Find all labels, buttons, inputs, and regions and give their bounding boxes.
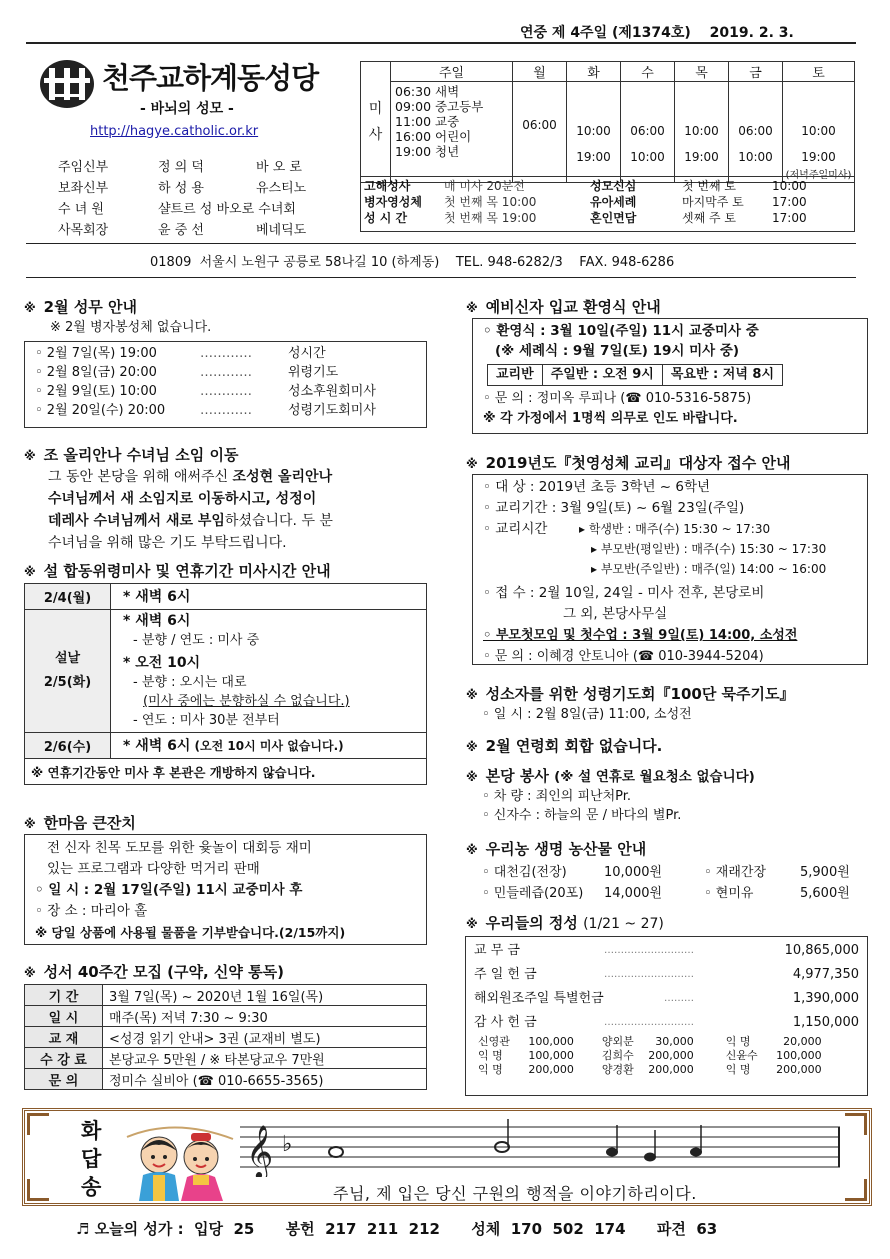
section-title: ※ 성소자를 위한 성령기도회『100단 묵주기도』: [466, 685, 795, 703]
schedule-row: ◦ 2월 20일(수) 20:00 ………… 성령기도회미사: [35, 403, 376, 418]
hymn-entrance-label: 입당: [194, 1220, 224, 1238]
staff-role: 사목회장: [58, 223, 109, 238]
section-title: ※ 한마음 큰잔치: [24, 814, 136, 832]
staff-baptismal: 유스티노: [256, 181, 307, 196]
schedule-row: ◦ 2월 9일(토) 10:00 ………… 성소후원회미사: [35, 384, 376, 399]
holiday-footer-row: ※ 연휴기간동안 미사 후 본관은 개방하지 않습니다.: [25, 759, 427, 785]
staff-row: [58, 155, 306, 176]
offering-row: 교 무 금 ……………………… 10,865,000: [474, 943, 859, 958]
s1-note: ※ 2월 병자봉성체 없습니다.: [50, 320, 212, 335]
offerings-box: [465, 936, 868, 1096]
wednesday-masses: 06:00 10:00: [621, 82, 675, 183]
parish-name: 천주교하계동성당: [102, 61, 319, 95]
issue-number: 연중 제 4주일 (제1374호): [520, 25, 691, 41]
section-title: ※ 2월 성무 안내: [24, 298, 138, 316]
children-hanbok-icon: [125, 1117, 235, 1205]
s6-box: ◦ 환영식 : 3월 10일(주일) 11시 교중미사 중 (※ 세례식 : 9월 7일(토) 19시 미사 중) 교리반 주일반 : 오전 9시 목요반 : 저녁 8시 ◦ 문 의 : 정미옥 루피나 (☎ 010-5316-5875) ※ 각 가정에서 1명씩 의무로 인도 바랍니다.: [472, 318, 868, 434]
holiday-mass-table: [24, 583, 427, 785]
section-title: ※ 2019년도『첫영성체 교리』대상자 접수 안내: [466, 454, 791, 472]
produce-row: ◦ 민들레즙(20포) 14,000원 ◦ 현미유 5,600원: [482, 886, 850, 901]
staff-row: [58, 176, 306, 197]
staff-name: 정 의 덕: [158, 160, 204, 175]
parish-logo-icon: [38, 58, 96, 114]
day-header: 월: [513, 62, 567, 82]
s1-schedule-box: [24, 341, 427, 428]
hymns-line: [76, 1218, 717, 1239]
mass-schedule-table: [360, 61, 855, 183]
address-line: 01809 서울시 노원구 공릉로 58나길 10 (하계동) TEL. 948-6282/3 FAX. 948-6286: [150, 255, 675, 270]
services-box: [360, 176, 855, 232]
s8-detail: ◦ 일 시 : 2월 8일(금) 11:00, 소성전: [482, 707, 692, 722]
schedule-row: ◦ 2월 7일(목) 19:00 ………… 성시간: [35, 346, 326, 361]
day-header: 주일: [391, 62, 513, 82]
donor-row: 익 명 200,000 양경환 200,000 익 명 200,000: [478, 1063, 822, 1076]
staff-role: 주임신부: [58, 160, 109, 175]
section-title: ※ 조 올리안나 수녀님 소임 이동: [24, 446, 239, 464]
schedule-row: ◦ 2월 8일(금) 20:00 ………… 위령기도: [35, 365, 339, 380]
section-title: ※ 본당 봉사 (※ 설 연휴로 월요청소 없습니다): [466, 767, 755, 785]
holiday-row: 2/4(월) * 새벽 6시: [25, 584, 427, 610]
staff-baptismal: 베네딕도: [256, 223, 307, 238]
issue-info: [520, 22, 794, 42]
service-row: 성 시 간 첫 번째 목 19:00 혼인면담 셋째 주 토 17:00: [364, 211, 807, 225]
psalm-label: 화 답 송: [81, 1118, 102, 1199]
hymn-entrance: 25: [233, 1220, 255, 1238]
catechism-classes: 교리반 주일반 : 오전 9시 목요반 : 저녁 8시: [487, 364, 783, 386]
address-rule-top: [26, 243, 856, 244]
section-title: ※ 성서 40주간 모집 (구약, 신약 통독): [24, 963, 284, 981]
s4-box: 전 신자 친목 도모를 위한 윷놀이 대회등 재미 있는 프로그램과 다양한 먹거리 판매 ◦ 일 시 : 2월 17일(주일) 11시 교중미사 후 ◦ 장 소 : 마리아 홀 ※ 당일 상품에 사용될 물품을 기부받습니다.(2/15까지): [24, 834, 427, 945]
s7-box: ◦ 대 상 : 2019년 초등 3학년 ~ 6학년 ◦ 교리기간 : 3월 9일(토) ~ 6월 23일(주일) ◦ 교리시간 ▸ 학생반 : 매주(수) 15:30 ~ 17:30 ▸ 부모반(평일반) : 매주(수) 15:30 ~ 17:30 ▸ 부모반(주일반) : 매주(일) 14:00 ~ 16:00 ◦ 접 수 : 2월 10일, 24일 - 미사 전후, 본당로비 그 외, 본당사무실 ◦ 부모첫모임 및 첫수업 : 3월 9일(토) 14:00, 소성전 ◦ 문 의 : 이혜경 안토니아 (☎ 010-3944-5204): [472, 474, 868, 665]
bible-row: 수 강 료 본당교우 5만원 / ※ 타본당교우 7만원: [25, 1048, 427, 1069]
donor-row: 익 명 100,000 김희수 200,000 신윤수 100,000: [478, 1049, 822, 1062]
parish-url-link[interactable]: http://hagye.catholic.or.kr: [90, 124, 259, 139]
corner-ornament-icon: [27, 1113, 49, 1135]
service-row: 고해성사 매 미사 20분전 성모신심 첫 번째 토 10:00: [364, 179, 807, 193]
hymns-label: ♬ 오늘의 성가 :: [76, 1220, 184, 1238]
sunday-masses: 06:30 새벽 09:00 중고등부 11:00 교중 16:00 어린이 19:00 청년: [391, 82, 513, 183]
staff-row: [58, 218, 306, 239]
header-rule: [26, 42, 856, 44]
day-header: 목: [675, 62, 729, 82]
address-rule-bottom: [26, 277, 856, 278]
offering-row: 감 사 헌 금 ……………………… 1,150,000: [474, 1015, 859, 1030]
offering-row: 주 일 헌 금 ……………………… 4,977,350: [474, 967, 859, 982]
svg-text:𝄞: 𝄞: [246, 1124, 274, 1177]
corner-ornament-icon: [27, 1179, 49, 1201]
section-title: ※ 2월 연령회 회합 없습니다.: [466, 737, 663, 755]
day-header: 화: [567, 62, 621, 82]
holiday-row: 2/6(수) * 새벽 6시 (오전 10시 미사 없습니다.): [25, 733, 427, 759]
psalm-text: 주님, 제 입은 당신 구원의 행적을 이야기하리이다.: [333, 1184, 697, 1203]
staff-role: 보좌신부: [58, 181, 109, 196]
bible-row: 교 재 <성경 읽기 안내> 3권 (교재비 별도): [25, 1027, 427, 1048]
s2-body: 그 동안 본당을 위해 애써주신 조성현 올리안나 수녀님께서 새 소임지로 이동하시고, 성정이 데레사 수녀님께서 새로 부임하셨습니다. 두 분 수녀님을 위해 많은 기도 부탁드립니다.: [48, 469, 333, 551]
mass-side-label: 미 사: [361, 62, 391, 183]
thursday-masses: 10:00 19:00: [675, 82, 729, 183]
staff-name: 윤 중 선: [158, 223, 204, 238]
saturday-masses: 10:00 19:00 (저녁주일미사): [783, 82, 855, 183]
hymn-offertory: 217 211 212: [325, 1220, 440, 1238]
service-row: 병자영성체 첫 번째 목 10:00 유아세례 마지막주 토 17:00: [364, 195, 807, 209]
donor-list: [474, 1035, 826, 1077]
psalm-melody-staff: [240, 1117, 840, 1181]
s10-vehicle: ◦ 차 량 : 죄인의 피난처Pr.: [482, 789, 632, 804]
parish-patron: - 바뇌의 성모 -: [140, 101, 234, 117]
staff-baptismal: 바 오 로: [256, 160, 302, 175]
hymn-recessional: 63: [696, 1220, 718, 1238]
bible-row: 기 간 3월 7일(목) ~ 2020년 1월 16일(목): [25, 985, 427, 1006]
holiday-row: 설날 2/5(화) * 새벽 6시 - 분향 / 연도 : 미사 중 * 오전 10시 - 분향 : 오시는 대로 (미사 중에는 분향하실 수 없습니다.) - 연도 : 미사 30분 전부터: [25, 610, 427, 733]
produce-row: ◦ 대천김(전장) 10,000원 ◦ 재래간장 5,900원: [482, 865, 850, 880]
offering-row: 해외원조주일 특별헌금 ……… 1,390,000: [474, 991, 859, 1006]
bible-row: 일 시 매주(목) 저녁 7:30 ~ 9:30: [25, 1006, 427, 1027]
produce-list: [482, 860, 850, 902]
s10-guides: ◦ 신자수 : 하늘의 문 / 바다의 별Pr.: [482, 808, 682, 823]
friday-masses: 06:00 10:00: [729, 82, 783, 183]
tuesday-masses: 10:00 19:00: [567, 82, 621, 183]
hymn-offertory-label: 봉헌: [285, 1220, 315, 1238]
day-header: 수: [621, 62, 675, 82]
donor-row: 신영관 100,000 양외분 30,000 익 명 20,000: [478, 1035, 822, 1048]
corner-ornament-icon: [845, 1179, 867, 1201]
hymn-communion: 170 502 174: [510, 1220, 626, 1238]
bible-study-table: [24, 984, 427, 1090]
section-title: ※ 설 합동위령미사 및 연휴기간 미사시간 안내: [24, 562, 331, 580]
svg-text:♭: ♭: [282, 1132, 293, 1157]
staff-role: 수 녀 원: [58, 202, 104, 217]
bible-row: 문 의 정미수 실비아 (☎ 010-6655-3565): [25, 1069, 427, 1090]
hymn-recessional-label: 파견: [656, 1220, 686, 1238]
issue-date: 2019. 2. 3.: [709, 25, 794, 41]
section-title: ※ 예비신자 입교 환영식 안내: [466, 298, 661, 316]
day-header: 금: [729, 62, 783, 82]
corner-ornament-icon: [845, 1113, 867, 1135]
hymn-communion-label: 성체: [471, 1220, 501, 1238]
section-title: ※ 우리들의 정성 (1/21 ~ 27): [466, 914, 664, 932]
staff-name: 샬트르 성 바오로 수녀회: [158, 202, 296, 217]
staff-list: [58, 155, 306, 239]
staff-row: [58, 197, 306, 218]
section-title: ※ 우리농 생명 농산물 안내: [466, 840, 647, 858]
staff-name: 하 성 용: [158, 181, 204, 196]
psalm-box: [22, 1108, 872, 1206]
day-header: 토: [783, 62, 855, 82]
monday-masses: 06:00: [513, 82, 567, 183]
